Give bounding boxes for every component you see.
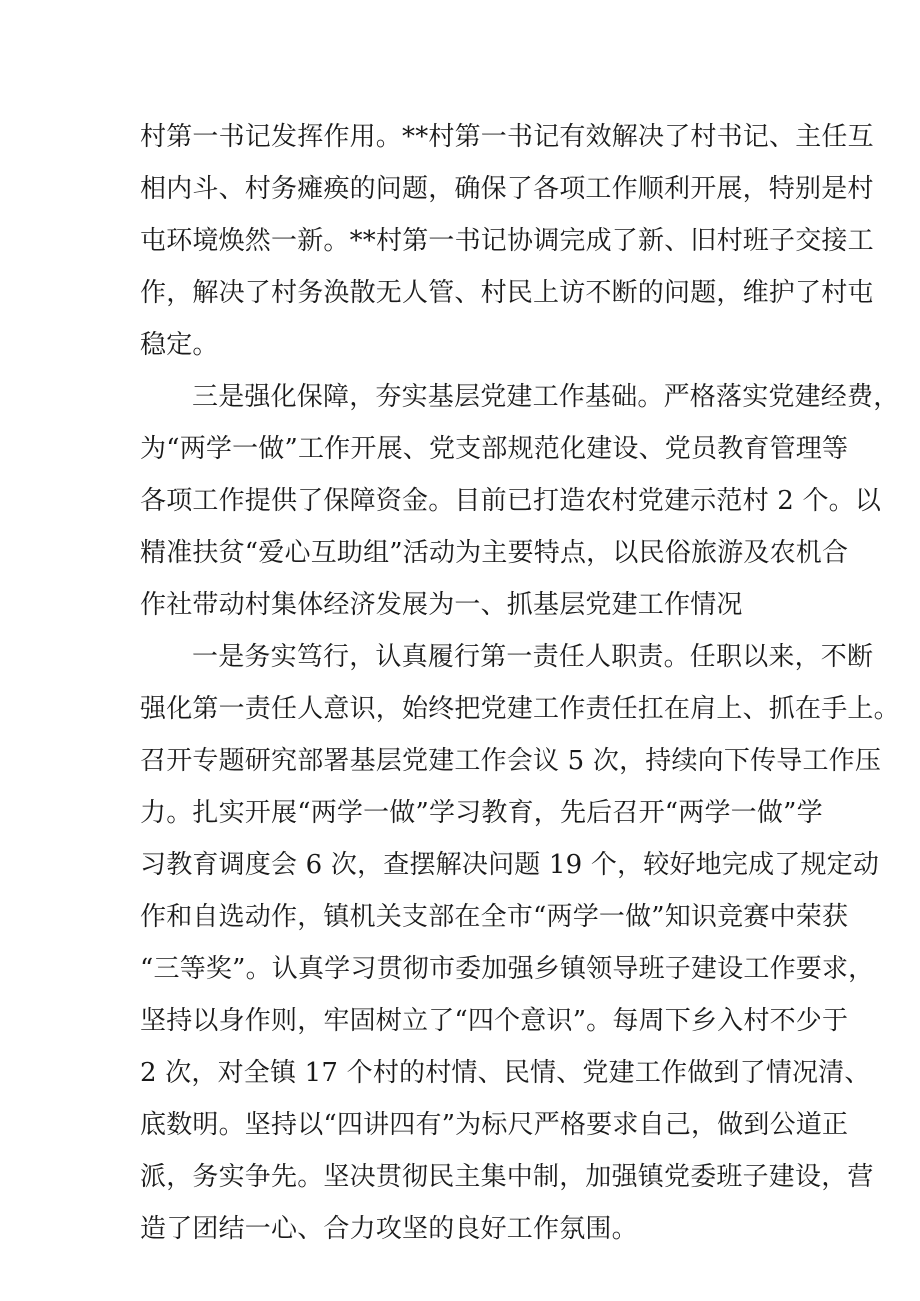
text-line: 坚持以身作则，牢固树立了“四个意识”。每周下乡入村不少于 [140,1006,849,1036]
text-line: 作和自选动作，镇机关支部在全市“两学一做”知识竞赛中荣获 [140,902,849,932]
text-line: 派，务实争先。坚决贯彻民主集中制，加强镇党委班子建设，营 [140,1162,874,1192]
text-line: 村第一书记发挥作用。**村第一书记有效解决了村书记、主任互 [140,122,874,152]
text-line: 强化第一责任人意识，始终把党建工作责任扛在肩上、抓在手上。 [140,694,900,724]
text-line: 一是务实笃行，认真履行第一责任人职责。任职以来，不断 [192,642,874,672]
text-line: 作社带动村集体经济发展为一、抓基层党建工作情况 [140,590,743,620]
paragraph-3 [140,631,900,1255]
text-line: 力。扎实开展“两学一做”学习教育，先后召开“两学一做”学 [140,798,823,828]
text-line: 各项工作提供了保障资金。目前已打造农村党建示范村 2 个。以 [140,486,882,516]
text-line: 2 次，对全镇 17 个村的村情、民情、党建工作做到了情况清、 [140,1058,871,1088]
text-line: 相内斗、村务瘫痪的问题，确保了各项工作顺利开展，特别是村 [140,174,874,204]
text-line: 三是强化保障，夯实基层党建工作基础。严格落实党建经费， [192,382,900,412]
text-line: 精准扶贫“爱心互助组”活动为主要特点，以民俗旅游及农机合 [140,538,849,568]
text-line: 屯环境焕然一新。**村第一书记协调完成了新、旧村班子交接工 [140,226,874,256]
paragraph-1 [140,111,874,371]
paragraph-2 [140,371,900,631]
text-line: 作，解决了村务涣散无人管、村民上访不断的问题，维护了村屯 [140,278,874,308]
text-line: 稳定。 [140,330,219,360]
text-line: 造了团结一心、合力攻坚的良好工作氛围。 [140,1214,638,1244]
text-line: 习教育调度会 6 次，查摆解决问题 19 个，较好地完成了规定动 [140,850,880,880]
text-line: 为“两学一做”工作开展、党支部规范化建设、党员教育管理等 [140,434,849,464]
text-line: 召开专题研究部署基层党建工作会议 5 次，持续向下传导工作压 [140,746,882,776]
text-line: “三等奖”。认真学习贯彻市委加强乡镇领导班子建设工作要求， [140,954,875,984]
document-page [140,111,900,1255]
text-line: 底数明。坚持以“四讲四有”为标尺严格要求自己，做到公道正 [140,1110,849,1140]
